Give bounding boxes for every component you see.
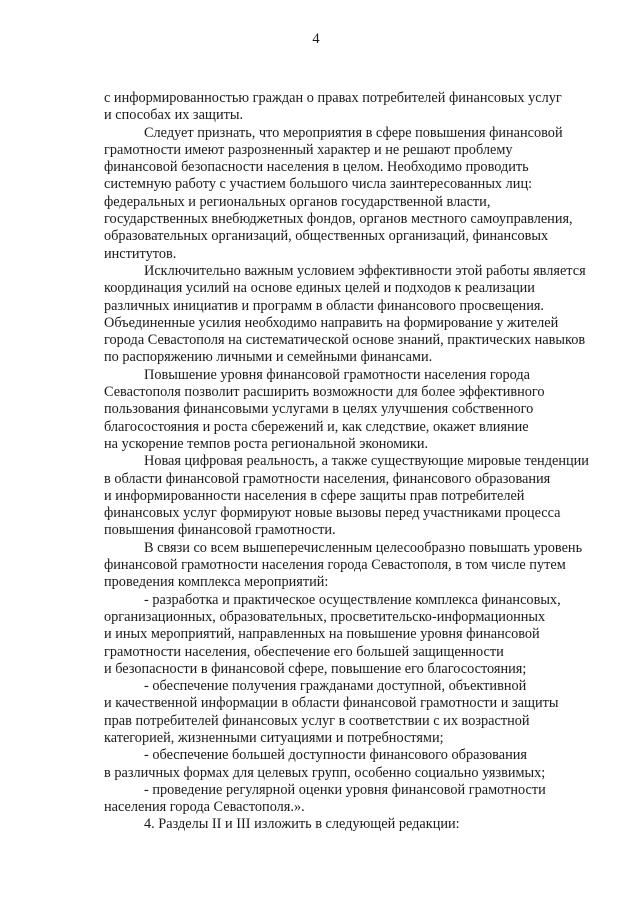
page-number: 4 [312,31,320,47]
list-item-measures-development: - разработка и практическое осуществление комплекса финансовых, организационных, образовательных, просветительско-информационных и иных мероприятий, направленных на повышение уровня финансовой грамотности населения, обеспечение его большей защищенности и безопасности в финансовой сфере, повышение его благосостояния; [104,591,561,677]
list-item-regular-assessment: - проведение регулярной оценки уровня финансовой грамотности населения города Севастополя.». [104,781,546,816]
paragraph-section-revision: 4. Разделы II и III изложить в следующей редакции: [144,816,460,833]
paragraph-digital-reality: Новая цифровая реальность, а также существующие мировые тенденции в области финансовой грамотности населения, финансового образования и информированности населения в сфере защиты прав потребителей финансовых услуг формируют новые вызовы перед участниками процесса повышения финансовой грамотности. [104,453,589,539]
list-item-education-access: - обеспечение большей доступности финансового образования в различных формах для целевых групп, особенно социально уязвимых; [104,747,546,781]
paragraph-literacy-benefits: Повышение уровня финансовой грамотности населения города Севастополя позволит расширить возможности для более эффективного пользования финансовыми услугами в целях улучшения собственного благосостояния и роста сбережений и, как следствие, окажет влияние на ускорение темпов роста региональной экономики. [104,366,545,452]
paragraph-fragmented-measures: Следует признать, что мероприятия в сфере повышения финансовой грамотности имеют разрозненный характер и не решают проблему финансовой безопасности населения в целом. Необходимо проводить системную работу с участием большого числа заинтересованных лиц: федеральных и региональных органов государственной власти, государственных внебюджетных фондов, органов местного самоуправления, образовательных организаций, общественных организаций, финансовых институтов. [104,124,573,262]
list-item-information-access: - обеспечение получения гражданами доступной, объективной и качественной информации в области финансовой грамотности и защиты прав потребителей финансовых услуг в соответствии с их возрастной категорией, жизненными ситуациями и потребностями; [104,678,559,746]
paragraph-continuation: с информированностью граждан о правах потребителей финансовых услуг и способах их защиты. [104,90,562,124]
document-body [104,90,608,834]
paragraph-measures-intro: В связи со всем вышеперечисленным целесообразно повышать уровень финансовой грамотности населения города Севастополя, в том числе путем проведения комплекса мероприятий: [104,539,583,591]
paragraph-coordination: Исключительно важным условием эффективности этой работы является координация усилий на основе единых целей и подходов к реализации различных инициатив и программ в области финансового просвещения. Объединенные усилия необходимо направить на формирование у жителей города Севастополя на систематической основе знаний, практических навыков по распоряжению личными и семейными финансами. [104,262,586,366]
